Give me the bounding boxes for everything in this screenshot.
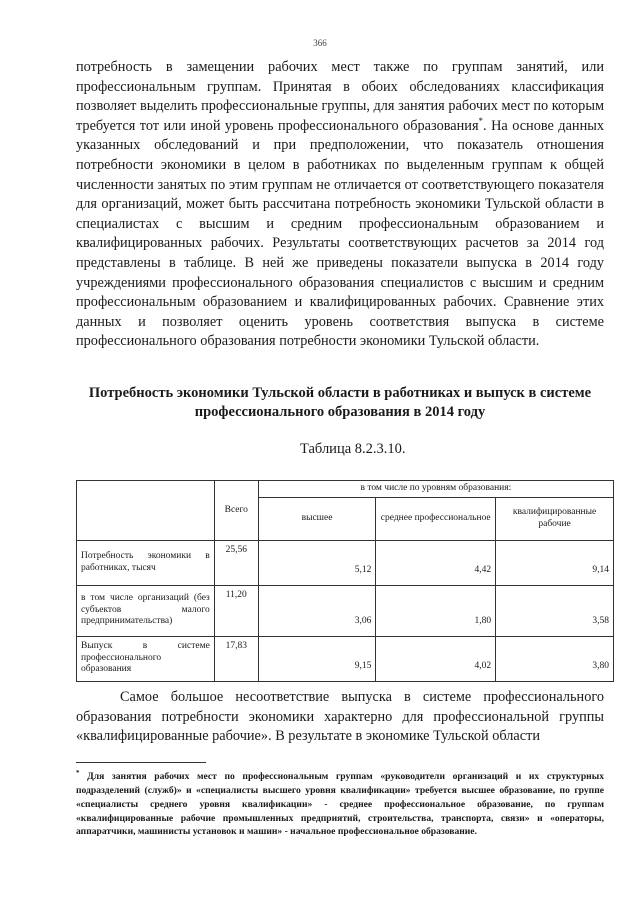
cell-secondary: 4,42 bbox=[376, 540, 496, 585]
paragraph-intro-continuation: . На основе данных указанных обследований и при предположении, что показатель отношения потребности экономики в целом в работниках по выделенным группам к общей численности занятых по этим группам не отличается от соответствующего показателя для организаций, может быть рассчитана потребность экономики Тульской области в специалистах с высшим и средним профессиональным образованием и квалифицированных рабочих. Результаты соответствующих расчетов за 2014 год представлены в таблице. В ней же приведены показатели выпуска в 2014 году учреждениями профессионального образования специалистов с высшим и средним профессиональным образованием и квалифицированных рабочих. Сравнение этих данных и позволяет оценить уровень соответствия выпуска в системе профессионального образования потребности экономики Тульской области. bbox=[76, 117, 604, 350]
data-table bbox=[76, 480, 614, 682]
row-total: 17,83 bbox=[214, 636, 258, 681]
header-level-skilled: квалифицированные рабочие bbox=[496, 497, 614, 540]
cell-skilled: 3,80 bbox=[496, 636, 614, 681]
cell-higher: 5,12 bbox=[258, 540, 376, 585]
row-total: 11,20 bbox=[214, 585, 258, 636]
header-level-secondary: среднее профессиональное bbox=[376, 497, 496, 540]
footnote-reference: * bbox=[478, 116, 484, 127]
cell-higher: 9,15 bbox=[258, 636, 376, 681]
table-number: Таблица 8.2.3.10. bbox=[300, 441, 406, 457]
row-label: Потребность экономики в работниках, тысяч bbox=[77, 540, 215, 585]
paragraph-intro-text: потребность в замещении рабочих мест также по группам занятий, или профессиональным группам. Принятая в обоих обследованиях классификация позволяет выделить профессиональные группы, для занятия рабочих мест по которым требуется тот или иной уровень профессионального образования bbox=[76, 59, 604, 134]
paragraph-intro bbox=[76, 58, 604, 352]
footnote bbox=[76, 767, 604, 839]
cell-secondary: 4,02 bbox=[376, 636, 496, 681]
row-total: 25,56 bbox=[214, 540, 258, 585]
table-heading: Потребность экономики Тульской области в работниках и выпуск в системе профессионального образования в 2014 году bbox=[88, 385, 592, 420]
cell-skilled: 9,14 bbox=[496, 540, 614, 585]
cell-higher: 3,06 bbox=[258, 585, 376, 636]
footnote-divider bbox=[76, 762, 206, 763]
row-label: в том числе организаций (без субъектов малого предпринимательства) bbox=[77, 585, 215, 636]
header-group: в том числе по уровням образования: bbox=[258, 481, 613, 498]
cell-skilled: 3,58 bbox=[496, 585, 614, 636]
table-row bbox=[77, 585, 614, 636]
paragraph-conclusion: Самое большое несоответствие выпуска в системе профессионального образования потребности экономики характерно для профессиональной группы «квалифицированные рабочие». В результате в экономике Тульской области bbox=[76, 689, 604, 745]
table-corner-cell bbox=[77, 481, 215, 541]
table-row bbox=[77, 540, 614, 585]
table-header-row bbox=[77, 481, 614, 498]
footnote-text: Для занятия рабочих мест по профессиональным группам «руководители организаций и их структурных подразделений (служб)» и «специалисты высшего уровня квалификации» требуется высшее образование, по группе «специалисты среднего уровня квалификации» - среднее профессиональное образование, по группам «квалифицированные рабочие промышленных предприятий, строительства, транспорта, связи» и «операторы, аппаратчики, машинисты установок и машин» - начальное профессиональное образование. bbox=[76, 771, 604, 838]
header-total: Всего bbox=[214, 481, 258, 541]
table-row bbox=[77, 636, 614, 681]
cell-secondary: 1,80 bbox=[376, 585, 496, 636]
page-number: 366 bbox=[313, 38, 327, 48]
footnote-mark: * bbox=[76, 769, 80, 777]
header-level-higher: высшее bbox=[258, 497, 376, 540]
row-label: Выпуск в системе профессионального образования bbox=[77, 636, 215, 681]
